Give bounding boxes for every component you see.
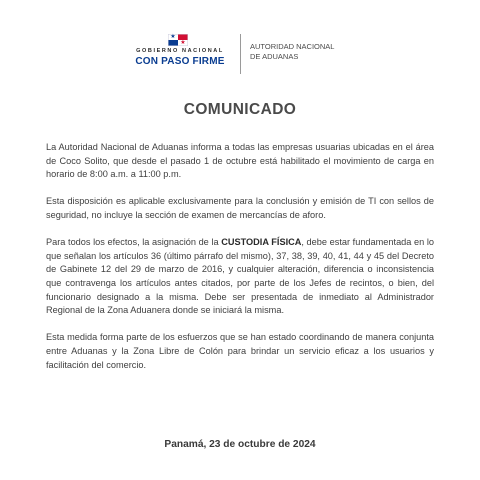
header-divider [240,34,241,74]
agency-name-line2: DE ADUANAS [250,52,299,61]
paragraph-4: Esta medida forma parte de los esfuerzos que se han estado coordinando de manera conjunta entre Aduanas y la Zona Libre de Colón para brindar un servicio eficaz a los usuarios y facilitación del comercio. [46,332,434,370]
agency-name-line1: AUTORIDAD NACIONAL [250,42,335,51]
gov-top-text: GOBIERNO NACIONAL [136,48,224,54]
panama-flag-icon: ★ ★ [168,34,188,46]
gobierno-nacional-logo [128,34,232,74]
header [0,34,480,74]
paragraph-2: Esta disposición es aplicable exclusivamente para la conclusión y emisión de TI con sellos de seguridad, no incluye la sección de examen de mercancías de aforo. [46,196,434,220]
gov-slogan: CON PASO FIRME [135,56,225,67]
page-title: COMUNICADO [183,101,297,118]
paragraph-3 [46,236,434,318]
place-date-signoff: Panamá, 23 de octubre de 2024 [164,439,316,450]
paragraph-3-lead: Para todos los efectos, la asignación de la [46,237,222,248]
custodia-fisica-emphasis: CUSTODIA FÍSICA [221,237,302,248]
paragraph-1: La Autoridad Nacional de Aduanas informa a todas las empresas usuarias ubicadas en el área de Coco Solito, que desde el pasado 1 de octubre está habilitado el movimiento de carga en horario de 8:00 a.m. a 11:00 p.m. [46,142,434,180]
document-body [46,141,434,386]
agency-name [250,42,360,62]
paragraph-3-rest: , debe estar fundamentada en lo que señalan los artículos 36 (último párrafo del mismo), 37, 38, 39, 40, 41, 44 y 45 del Decreto de Gabinete 12 del 29 de marzo de 2016, y cualquier alteración, diferencia o inconsistencia que contravenga los artículos antes citados, por parte de los Jefes de recintos, o bien, del funcionario designado a la misma. Debe ser presentada de inmediato al Administrador Regional de la Zona Aduanera donde se iniciará la misma. [46,237,435,316]
